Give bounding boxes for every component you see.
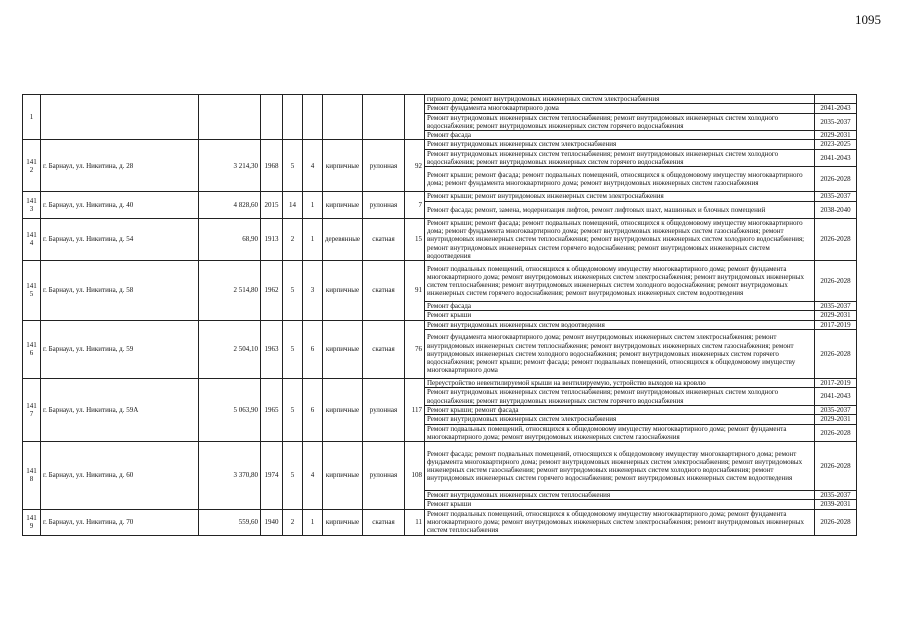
- work-description: Ремонт подвальных помещений, относящихся к общедомовому имуществу многоквартирного дома; ремонт фундамента многоквартирного дома; ремонт внутридомовых инженерных систем газоснабжения: [425, 424, 815, 442]
- area-cell: 2 504,10: [199, 320, 261, 378]
- residents-cell: 92: [405, 140, 425, 192]
- area-cell: 5 063,90: [199, 379, 261, 442]
- row-index: 141 3: [23, 192, 41, 218]
- work-description: Ремонт внутридомовых инженерных систем водоотведения: [425, 320, 815, 329]
- year-cell: 1940: [261, 509, 283, 535]
- floors-cell: 5: [283, 140, 303, 192]
- residents-cell: 15: [405, 218, 425, 260]
- entrances-cell: 3: [303, 261, 323, 321]
- residents-cell: [405, 95, 425, 140]
- table-row: [23, 442, 857, 491]
- table-row: [23, 218, 857, 260]
- work-period: 2026-2028: [815, 509, 857, 535]
- wall-material-cell: кирпичные: [323, 509, 363, 535]
- floors-cell: [283, 95, 303, 140]
- roof-type-cell: рулонная: [363, 442, 405, 510]
- work-period: 2026-2028: [815, 424, 857, 442]
- year-cell: [261, 95, 283, 140]
- area-cell: 2 514,80: [199, 261, 261, 321]
- area-cell: 3 370,80: [199, 442, 261, 510]
- entrances-cell: 6: [303, 379, 323, 442]
- work-description: Ремонт крыши; ремонт внутридомовых инженерных систем электроснабжения: [425, 192, 815, 201]
- year-cell: 1974: [261, 442, 283, 510]
- year-cell: 1913: [261, 218, 283, 260]
- row-index: 141 4: [23, 218, 41, 260]
- floors-cell: 2: [283, 509, 303, 535]
- entrances-cell: 1: [303, 509, 323, 535]
- work-period: 2035-2037: [815, 113, 857, 131]
- area-cell: 559,60: [199, 509, 261, 535]
- work-period: 2017-2019: [815, 379, 857, 388]
- residents-cell: 7: [405, 192, 425, 218]
- work-description: Ремонт внутридомовых инженерных систем теплоснабжения; ремонт внутридомовых инженерных систем холодного водоснабжения; ремонт внутридомовых инженерных систем горячего водоснабжения: [425, 113, 815, 131]
- floors-cell: 5: [283, 379, 303, 442]
- work-description: Переустройство невентилируемой крыши на вентилируемую, устройство выходов на кровлю: [425, 379, 815, 388]
- work-description: гирного дома; ремонт внутридомовых инженерных систем электроснабжения: [425, 95, 815, 104]
- row-index: 141 9: [23, 509, 41, 535]
- area-cell: 3 214,30: [199, 140, 261, 192]
- work-description: Ремонт крыши; ремонт фасада; ремонт подвальных помещений, относящихся к общедомовому имуществу многоквартирного дома; ремонт фундамента многоквартирного дома; ремонт внутридомовых инженерных систем газоснабжения: [425, 167, 815, 192]
- address-cell: г. Барнаул, ул. Никитина, д. 58: [41, 261, 199, 321]
- work-description: Ремонт фасада: [425, 302, 815, 311]
- residents-cell: 108: [405, 442, 425, 510]
- entrances-cell: 6: [303, 320, 323, 378]
- work-period: 2029-2031: [815, 311, 857, 320]
- work-description: Ремонт крыши: [425, 311, 815, 320]
- table-row: [23, 261, 857, 302]
- wall-material-cell: деревянные: [323, 218, 363, 260]
- work-description: Ремонт внутридомовых инженерных систем теплоснабжения; ремонт внутридомовых инженерных систем холодного водоснабжения; ремонт внутридомовых инженерных систем горячего водоснабжения: [425, 388, 815, 406]
- work-period: 2035-2037: [815, 302, 857, 311]
- address-cell: г. Барнаул, ул. Никитина, д. 70: [41, 509, 199, 535]
- address-cell: г. Барнаул, ул. Никитина, д. 28: [41, 140, 199, 192]
- entrances-cell: 1: [303, 192, 323, 218]
- roof-type-cell: рулонная: [363, 140, 405, 192]
- work-description: Ремонт фасада; ремонт подвальных помещений, относящихся к общедомовому имуществу многоквартирного дома; ремонт фундамента многоквартирного дома; ремонт внутридомовых инженерных систем электроснабжения; ремонт внутридомовых инженерных систем газоснабжения; ремонт внутридомовых инженерных систем холодного водоснабжения; ремонт внутридомовых инженерных систем горячего водоснабжения; ремонт внутридомовых инженерных систем водоотведения: [425, 442, 815, 491]
- residents-cell: 11: [405, 509, 425, 535]
- address-cell: г. Барнаул, ул. Никитина, д. 59А: [41, 379, 199, 442]
- wall-material-cell: кирпичные: [323, 320, 363, 378]
- work-description: Ремонт внутридомовых инженерных систем теплоснабжения: [425, 491, 815, 500]
- work-period: 2035-2037: [815, 405, 857, 414]
- work-period: 2026-2028: [815, 442, 857, 491]
- table-row: [23, 320, 857, 329]
- floors-cell: 14: [283, 192, 303, 218]
- address-cell: г. Барнаул, ул. Никитина, д. 60: [41, 442, 199, 510]
- work-description: Ремонт внутридомовых инженерных систем теплоснабжения; ремонт внутридомовых инженерных систем холодного водоснабжения; ремонт внутридомовых инженерных систем горячего водоснабжения: [425, 149, 815, 167]
- work-period: 2029-2031: [815, 131, 857, 140]
- address-cell: г. Барнаул, ул. Никитина, д. 40: [41, 192, 199, 218]
- area-cell: 4 828,60: [199, 192, 261, 218]
- work-period: 2026-2028: [815, 330, 857, 379]
- address-cell: [41, 95, 199, 140]
- floors-cell: 5: [283, 442, 303, 510]
- work-description: Ремонт фундамента многоквартирного дома: [425, 104, 815, 113]
- residents-cell: 76: [405, 320, 425, 378]
- residents-cell: 117: [405, 379, 425, 442]
- row-index: 141 8: [23, 442, 41, 510]
- work-period: 2039-2031: [815, 500, 857, 509]
- work-description: Ремонт крыши; ремонт фасада; ремонт подвальных помещений, относящихся к общедомовому имуществу многоквартирного дома; ремонт фундамента многоквартирного дома; ремонт внутридомовых инженерных систем газоснабжения; ремонт внутридомовых инженерных систем теплоснабжения; ремонт внутридомовых инженерных систем холодного водоснабжения; ремонт внутридомовых инженерных систем горячего водоснабжения; ремонт внутридомовых инженерных систем водоотведения: [425, 218, 815, 260]
- roof-type-cell: рулонная: [363, 379, 405, 442]
- table-row: [23, 379, 857, 388]
- year-cell: 2015: [261, 192, 283, 218]
- work-period: 2026-2028: [815, 261, 857, 302]
- floors-cell: 2: [283, 218, 303, 260]
- work-period: 2035-2037: [815, 192, 857, 201]
- area-cell: 68,90: [199, 218, 261, 260]
- table-row: [23, 192, 857, 201]
- roof-type-cell: [363, 95, 405, 140]
- work-description: Ремонт крыши: [425, 500, 815, 509]
- work-period: 2041-2043: [815, 104, 857, 113]
- roof-type-cell: скатная: [363, 509, 405, 535]
- work-period: 2026-2028: [815, 218, 857, 260]
- work-period: 2035-2037: [815, 491, 857, 500]
- address-cell: г. Барнаул, ул. Никитина, д. 54: [41, 218, 199, 260]
- address-cell: г. Барнаул, ул. Никитина, д. 59: [41, 320, 199, 378]
- page-number: 1095: [855, 12, 881, 27]
- work-period: 2029-2031: [815, 415, 857, 424]
- year-cell: 1965: [261, 379, 283, 442]
- floors-cell: 5: [283, 320, 303, 378]
- roof-type-cell: скатная: [363, 218, 405, 260]
- roof-type-cell: рулонная: [363, 192, 405, 218]
- work-period: 2017-2019: [815, 320, 857, 329]
- year-cell: 1963: [261, 320, 283, 378]
- work-description: Ремонт крыши; ремонт фасада: [425, 405, 815, 414]
- residents-cell: 91: [405, 261, 425, 321]
- row-index: 141 2: [23, 140, 41, 192]
- entrances-cell: 4: [303, 442, 323, 510]
- floors-cell: 5: [283, 261, 303, 321]
- wall-material-cell: кирпичные: [323, 261, 363, 321]
- year-cell: 1962: [261, 261, 283, 321]
- entrances-cell: 1: [303, 218, 323, 260]
- work-period: 2038-2040: [815, 201, 857, 218]
- row-index: 141 7: [23, 379, 41, 442]
- wall-material-cell: [323, 95, 363, 140]
- roof-type-cell: скатная: [363, 320, 405, 378]
- work-period: 2041-2043: [815, 388, 857, 406]
- wall-material-cell: кирпичные: [323, 379, 363, 442]
- work-description: Ремонт подвальных помещений, относящихся к общедомовому имуществу многоквартирного дома; ремонт фундамента многоквартирного дома; ремонт внутридомовых инженерных систем электроснабжения; ремонт внутридомовых инженерных систем теплоснабжения; ремонт внутридомовых инженерных систем холодного водоснабжения; ремонт внутридомовых инженерных систем горячего водоснабжения; ремонт внутридомовых инженерных систем водоотведения: [425, 261, 815, 302]
- work-period: 2023-2025: [815, 140, 857, 149]
- area-cell: [199, 95, 261, 140]
- work-description: Ремонт фундамента многоквартирного дома; ремонт внутридомовых инженерных систем электроснабжения; ремонт внутридомовых инженерных систем теплоснабжения; ремонт внутридомовых инженерных систем газоснабжения; ремонт внутридомовых инженерных систем холодного водоснабжения; ремонт внутридомовых инженерных систем горячего водоснабжения; ремонт крыши; ремонт фасада; ремонт подвальных помещений, относящихся к общедомовому имуществу многоквартирного дома: [425, 330, 815, 379]
- work-description: Ремонт подвальных помещений, относящихся к общедомовому имуществу многоквартирного дома; ремонт фундамента многоквартирного дома; ремонт внутридомовых инженерных систем электроснабжения; ремонт внутридомовых инженерных систем теплоснабжения: [425, 509, 815, 535]
- row-index: 1: [23, 95, 41, 140]
- year-cell: 1968: [261, 140, 283, 192]
- work-period: [815, 95, 857, 104]
- entrances-cell: 4: [303, 140, 323, 192]
- work-description: Ремонт фасада; ремонт, замена, модернизация лифтов, ремонт лифтовых шахт, машинных и блочных помещений: [425, 201, 815, 218]
- table-row: [23, 509, 857, 535]
- entrances-cell: [303, 95, 323, 140]
- work-period: 2041-2043: [815, 149, 857, 167]
- table-row: [23, 140, 857, 149]
- table-body: [23, 95, 857, 536]
- roof-type-cell: скатная: [363, 261, 405, 321]
- work-description: Ремонт фасада: [425, 131, 815, 140]
- row-index: 141 5: [23, 261, 41, 321]
- housing-repair-table: [22, 94, 857, 536]
- work-description: Ремонт внутридомовых инженерных систем электроснабжения: [425, 140, 815, 149]
- row-index: 141 6: [23, 320, 41, 378]
- work-description: Ремонт внутридомовых инженерных систем электроснабжения: [425, 415, 815, 424]
- work-period: 2026-2028: [815, 167, 857, 192]
- wall-material-cell: кирпичные: [323, 192, 363, 218]
- table-row: [23, 95, 857, 104]
- wall-material-cell: кирпичные: [323, 442, 363, 510]
- wall-material-cell: кирпичные: [323, 140, 363, 192]
